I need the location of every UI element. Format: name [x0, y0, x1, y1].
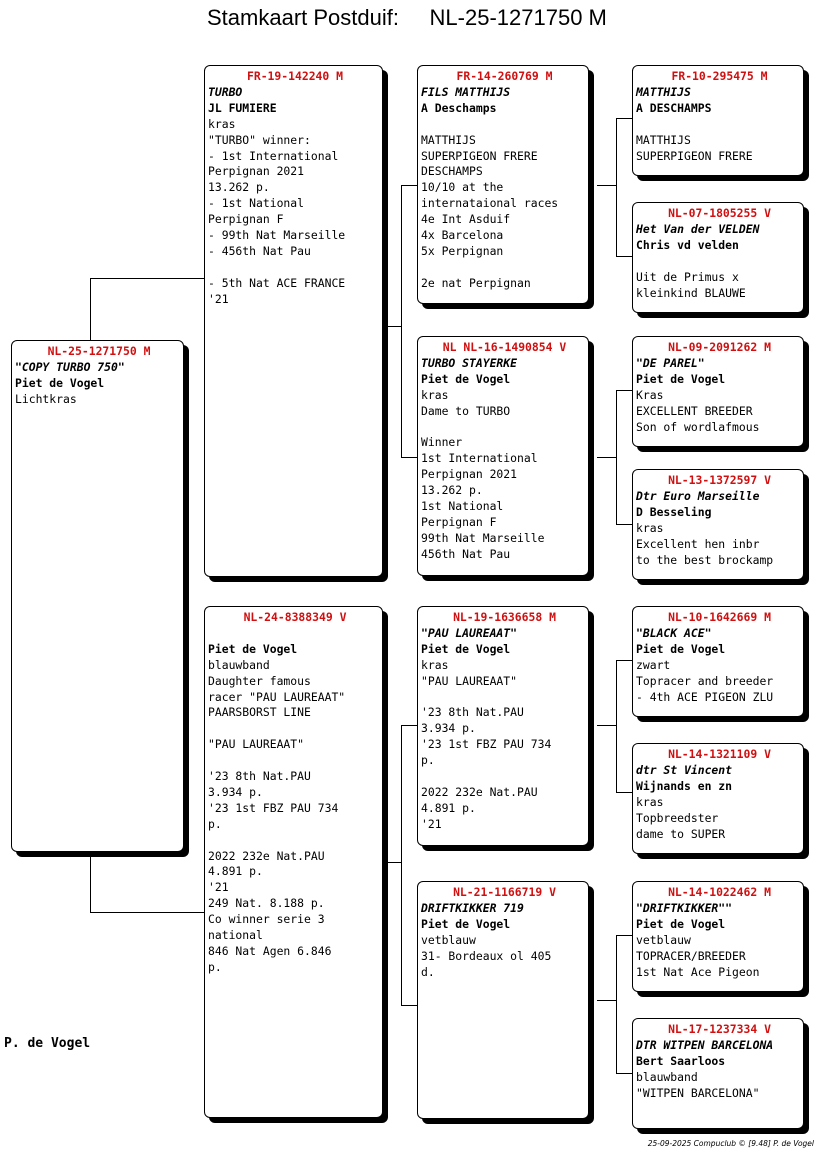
info-line: 4x Barcelona [421, 228, 504, 243]
info-line: - 456th Nat Pau [208, 243, 311, 258]
info-line [636, 254, 803, 270]
pigeon-name: "BLACK ACE" [636, 625, 712, 640]
info-line: d. [421, 964, 435, 979]
connector [616, 256, 632, 257]
pigeon-name: DRIFTKIKKER 719 [421, 900, 524, 915]
info-line: 13.262 p. [208, 180, 270, 195]
pigeon-name: FILS MATTHIJS [421, 84, 511, 99]
info-line [208, 721, 382, 737]
info-line: '23 8th Nat.PAU [421, 705, 524, 720]
info-line: Son of wordlafmous [636, 419, 760, 434]
info-line: 1st International [421, 451, 538, 466]
owner-name: Piet de Vogel [636, 916, 726, 931]
info-line: - 1st International [208, 148, 339, 163]
pigeon-card-sire-dam-sire[interactable] [632, 336, 804, 447]
pigeon-card-dam-sire-dam[interactable] [632, 743, 804, 854]
info-line: vetblauw [636, 932, 691, 947]
info-line: 13.262 p. [421, 483, 483, 498]
owner-name: Piet de Vogel [15, 375, 105, 390]
info-line: - 4th ACE PIGEON ZLU [636, 689, 774, 704]
ring-number: FR-10-295475 M [671, 69, 768, 83]
info-line: 10/10 at the [421, 180, 504, 195]
pigeon-name [208, 626, 382, 642]
connector [90, 912, 204, 913]
owner-name: Piet de Vogel [421, 371, 511, 386]
pigeon-name: "PAU LAUREAAT" [421, 625, 518, 640]
breeder-name: P. de Vogel [4, 1036, 91, 1051]
connector [616, 660, 632, 661]
info-line: TOPRACER/BREEDER [636, 948, 746, 963]
info-line: blauwband [636, 1069, 698, 1084]
info-line [421, 769, 588, 785]
info-line: 31- Bordeaux ol 405 [421, 948, 552, 963]
info-line: Uit de Primus x [636, 269, 739, 284]
info-line [421, 260, 588, 276]
connector [616, 118, 632, 119]
info-line: 3.934 p. [421, 721, 476, 736]
info-line: national [208, 928, 263, 943]
info-line: 1st National [421, 499, 504, 514]
info-line [421, 117, 588, 133]
pigeon-card-dam-sire-sire[interactable] [632, 606, 804, 717]
info-line: Daughter famous [208, 673, 311, 688]
info-line: Topracer and breeder [636, 673, 774, 688]
info-line: blauwband [208, 657, 270, 672]
info-line: kras [208, 116, 236, 131]
pigeon-name: MATTHIJS [636, 84, 691, 99]
pigeon-name: TURBO STAYERKE [421, 355, 518, 370]
ring-number: NL-17-1237334 V [668, 1022, 771, 1036]
info-line: 3.934 p. [208, 784, 263, 799]
owner-name: Wijnands en zn [636, 778, 733, 793]
info-line [208, 753, 382, 769]
info-line: MATTHIJS [421, 132, 476, 147]
info-line: to the best brockamp [636, 552, 774, 567]
connector [383, 326, 401, 327]
ring-number: NL-14-1022462 M [668, 885, 771, 899]
info-line: zwart [636, 657, 671, 672]
owner-name: Piet de Vogel [421, 641, 511, 656]
ring-number: NL-25-1271750 M [47, 344, 151, 358]
pigeon-name: DTR WITPEN BARCELONA [636, 1037, 774, 1052]
connector [401, 725, 402, 1005]
info-line: '21 [208, 291, 229, 306]
connector [401, 185, 402, 326]
info-line [208, 260, 382, 276]
info-line: 2e nat Perpignan [421, 275, 531, 290]
owner-name: Piet de Vogel [636, 641, 726, 656]
info-line: dame to SUPER [636, 826, 726, 841]
pigeon-card-sire-dam-dam[interactable] [632, 469, 804, 580]
connector [616, 390, 632, 391]
pigeon-card-sire-sire[interactable] [417, 65, 589, 304]
info-line [208, 833, 382, 849]
ring-number: FR-14-260769 M [456, 69, 553, 83]
connector [90, 278, 204, 279]
info-line: '21 [421, 816, 442, 831]
info-line: '21 [208, 880, 229, 895]
pigeon-card-sire-sire-dam[interactable] [632, 202, 804, 313]
connector [616, 390, 617, 524]
connector [616, 1073, 632, 1074]
info-line: kras [421, 387, 449, 402]
connector [383, 862, 401, 863]
connector [616, 792, 632, 793]
connector [616, 524, 632, 525]
info-line [636, 117, 803, 133]
info-line [421, 690, 588, 706]
info-line: SUPERPIGEON FRERE [421, 148, 538, 163]
info-line: Perpignan 2021 [421, 467, 518, 482]
owner-name: A Deschamps [421, 100, 497, 115]
info-line: '23 1st FBZ PAU 734 [208, 800, 339, 815]
info-line: p. [208, 816, 222, 831]
ring-number: FR-19-142240 M [246, 69, 343, 83]
owner-name: A DESCHAMPS [636, 100, 712, 115]
ring-number: NL-24-8388349 V [243, 610, 347, 624]
info-line: kras [421, 657, 449, 672]
info-line: "PAU LAUREAAT" [421, 673, 518, 688]
info-line: 4.891 p. [421, 800, 476, 815]
pigeon-name: "COPY TURBO 750" [15, 359, 125, 374]
info-line: p. [421, 753, 435, 768]
info-line: '23 8th Nat.PAU [208, 769, 311, 784]
info-line: p. [208, 959, 222, 974]
connector [401, 457, 417, 458]
connector [616, 935, 632, 936]
connector [616, 118, 617, 256]
ring-number: NL-13-1372597 V [668, 473, 771, 487]
info-line: Perpignan F [208, 212, 284, 227]
info-line: "PAU LAUREAAT" [208, 737, 305, 752]
pigeon-name: Het Van der VELDEN [636, 221, 760, 236]
info-line: 1st Nat Ace Pigeon [636, 964, 760, 979]
info-line: 99th Nat Marseille [421, 530, 545, 545]
page-title: Stamkaart Postduif: NL-25-1271750 M [207, 5, 607, 30]
info-line: - 99th Nat Marseille [208, 228, 346, 243]
info-line: Lichtkras [15, 391, 77, 406]
info-line: MATTHIJS [636, 132, 691, 147]
info-line: 5x Perpignan [421, 243, 504, 258]
ring-number: NL NL-16-1490854 V [442, 340, 567, 354]
info-line: 456th Nat Pau [421, 546, 511, 561]
pigeon-name: TURBO [208, 84, 243, 99]
info-line: Dame to TURBO [421, 403, 511, 418]
info-line: internataional races [421, 196, 559, 211]
info-line: "TURBO" winner: [208, 132, 311, 147]
pigeon-card-dam[interactable] [204, 606, 383, 1118]
info-line: Perpignan 2021 [208, 164, 305, 179]
info-line: PAARSBORST LINE [208, 705, 311, 720]
info-line: racer "PAU LAUREAAT" [208, 689, 346, 704]
connector [401, 185, 417, 186]
connector [616, 935, 617, 1073]
connector [597, 1000, 616, 1001]
info-line: DESCHAMPS [421, 164, 483, 179]
info-line: "WITPEN BARCELONA" [636, 1085, 760, 1100]
connector [401, 725, 417, 726]
connector [401, 326, 402, 457]
info-line: 2022 232e Nat.PAU [421, 784, 538, 799]
info-line: Excellent hen inbr [636, 536, 760, 551]
pigeon-name: "DE PAREL" [636, 355, 705, 370]
owner-name: Piet de Vogel [421, 916, 511, 931]
pigeon-name: dtr St Vincent [636, 762, 733, 777]
info-line: Kras [636, 387, 664, 402]
connector [401, 1005, 417, 1006]
info-line: '23 1st FBZ PAU 734 [421, 737, 552, 752]
connector [90, 278, 91, 340]
owner-name: D Besseling [636, 504, 712, 519]
connector [597, 725, 616, 726]
pigeon-name: "DRIFTKIKKER"" [636, 900, 733, 915]
ring-number: NL-19-1636658 M [453, 610, 556, 624]
connector [597, 185, 616, 186]
info-line: 4e Int Asduif [421, 212, 511, 227]
connector [597, 457, 616, 458]
pigeon-card-sire[interactable] [204, 65, 383, 577]
info-line: Perpignan F [421, 514, 497, 529]
pigeon-name: Dtr Euro Marseille [636, 488, 760, 503]
info-line: 249 Nat. 8.188 p. [208, 896, 325, 911]
info-line: kleinkind BLAUWE [636, 285, 746, 300]
ring-number: NL-07-1805255 V [668, 206, 771, 220]
pigeon-card-sire-sire-sire[interactable] [632, 65, 804, 176]
ring-number: NL-10-1642669 M [668, 610, 771, 624]
owner-name: Bert Saarloos [636, 1053, 726, 1068]
pigeon-card-dam-dam-sire[interactable] [632, 881, 804, 992]
info-line: - 5th Nat ACE FRANCE [208, 275, 346, 290]
connector [90, 852, 91, 912]
info-line: Co winner serie 3 [208, 912, 325, 927]
footer-credit: 25-09-2025 Compuclub © [9.48] P. de Vogel [647, 1139, 814, 1148]
owner-name: Piet de Vogel [636, 371, 726, 386]
info-line: 4.891 p. [208, 864, 263, 879]
info-line: EXCELLENT BREEDER [636, 403, 753, 418]
pigeon-card-dam-dam-dam[interactable] [632, 1018, 804, 1129]
ring-number: NL-09-2091262 M [668, 340, 771, 354]
info-line: SUPERPIGEON FRERE [636, 148, 753, 163]
info-line: 2022 232e Nat.PAU [208, 848, 325, 863]
owner-name: Piet de Vogel [208, 641, 298, 656]
pigeon-card-subject[interactable] [11, 340, 184, 852]
info-line [421, 420, 588, 436]
owner-name: Chris vd velden [636, 237, 739, 252]
info-line: - 1st National [208, 196, 305, 211]
info-line: kras [636, 520, 664, 535]
info-line: vetblauw [421, 932, 476, 947]
pigeon-card-dam-sire[interactable] [417, 606, 589, 846]
info-line: kras [636, 794, 664, 809]
info-line: 846 Nat Agen 6.846 [208, 943, 332, 958]
info-line: Topbreedster [636, 810, 719, 825]
ring-number: NL-14-1321109 V [668, 747, 771, 761]
connector [616, 660, 617, 792]
pigeon-card-sire-dam[interactable] [417, 336, 589, 576]
pigeon-card-dam-dam[interactable] [417, 881, 589, 1119]
ring-number: NL-21-1166719 V [453, 885, 556, 899]
info-line: Winner [421, 435, 463, 450]
owner-name: JL FUMIERE [208, 100, 277, 115]
